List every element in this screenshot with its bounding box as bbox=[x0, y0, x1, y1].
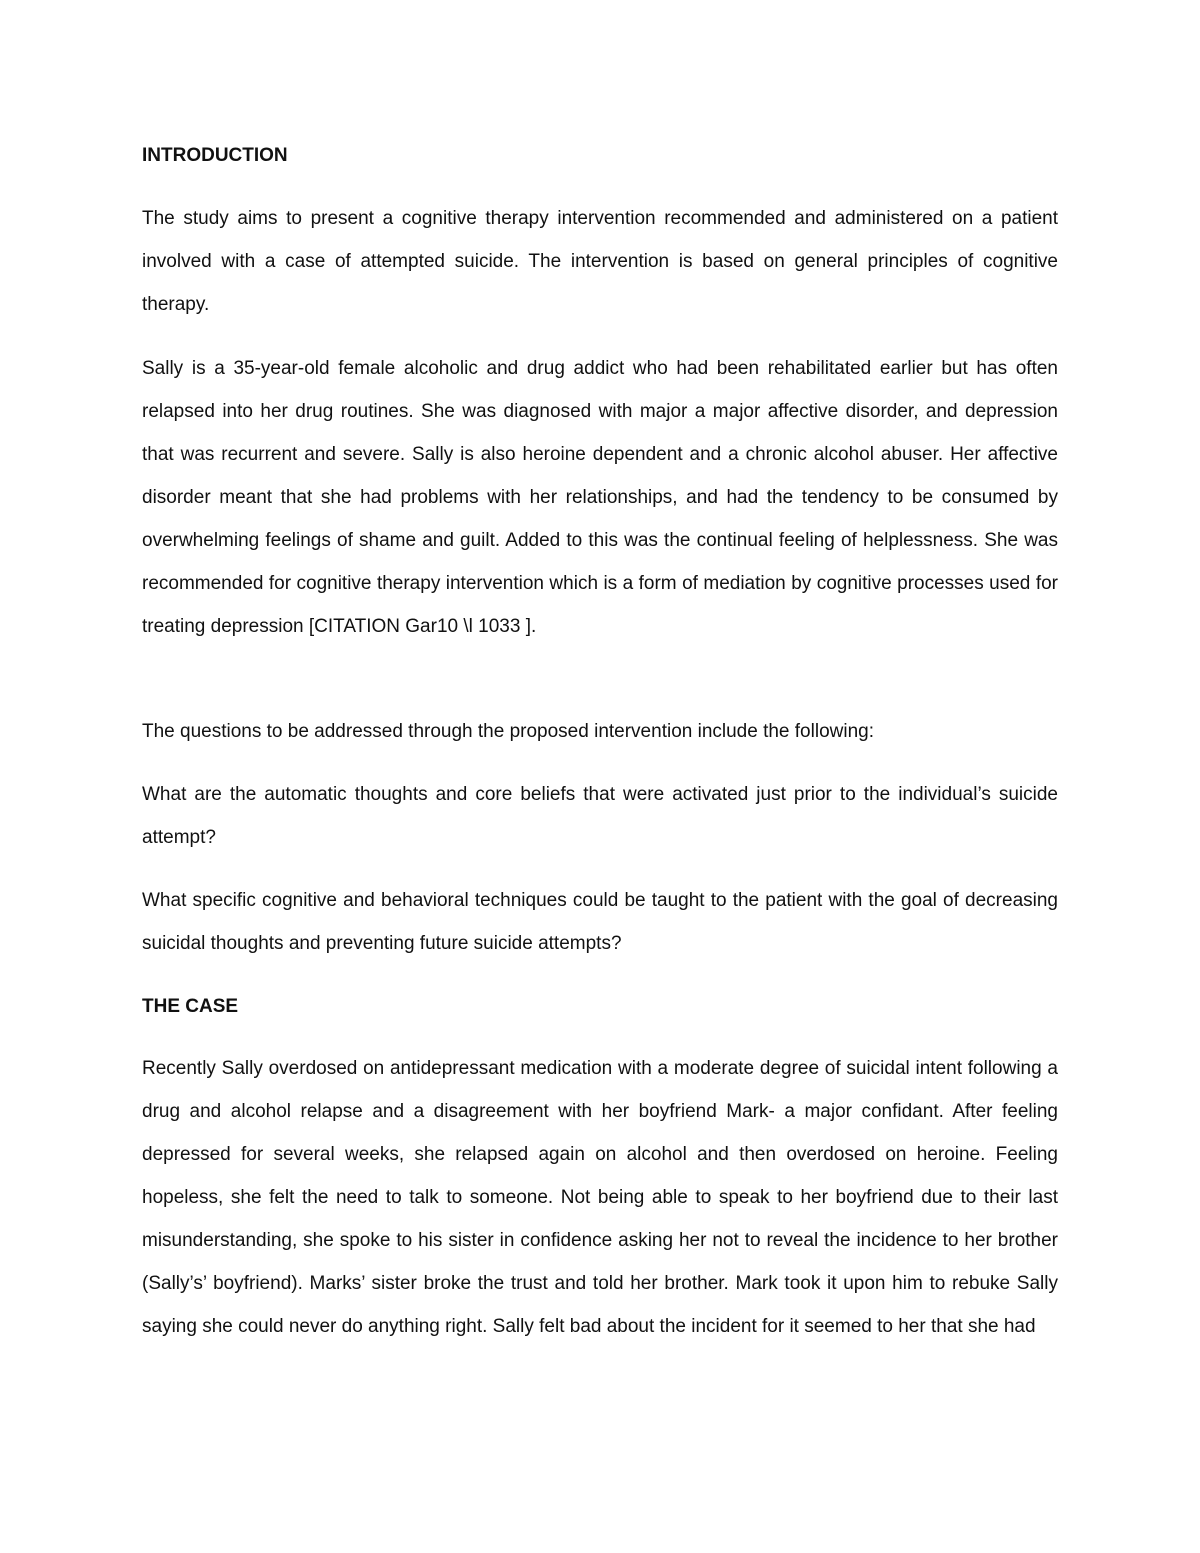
intro-paragraph-2: Sally is a 35-year-old female alcoholic and drug addict who had been rehabilitated earlier but has often relapsed into her drug routines. She was diagnosed with major a major affective disorder, and depression that was recurrent and severe. Sally is also heroine dependent and a chronic alcohol abuser. Her affective disorder meant that she had problems with her relationships, and had the tendency to be consumed by overwhelming feelings of shame and guilt. Added to this was the continual feeling of helplessness. She was recommended for cognitive therapy intervention which is a form of mediation by cognitive processes used for treating depression [CITATION Gar10 \l 1033 ]. bbox=[142, 358, 1058, 637]
intro-paragraph-1: The study aims to present a cognitive therapy intervention recommended and administered on a patient involved with a case of attempted suicide. The intervention is based on general principles of cognitive therapy. bbox=[142, 208, 1058, 315]
questions-intro-paragraph: The questions to be addressed through the proposed intervention include the following: bbox=[142, 721, 874, 742]
heading-the-case: THE CASE bbox=[142, 996, 239, 1017]
question-2-paragraph: What specific cognitive and behavioral techniques could be taught to the patient with the goal of decreasing suicidal thoughts and preventing future suicide attempts? bbox=[142, 890, 1058, 954]
heading-introduction: INTRODUCTION bbox=[142, 145, 288, 166]
question-1-paragraph: What are the automatic thoughts and core beliefs that were activated just prior to the individual’s suicide attempt? bbox=[142, 784, 1058, 848]
case-paragraph: Recently Sally overdosed on antidepressant medication with a moderate degree of suicidal intent following a drug and alcohol relapse and a disagreement with her boyfriend Mark- a major confidant. After feeling depressed for several weeks, she relapsed again on alcohol and then overdosed on heroine. Feeling hopeless, she felt the need to talk to someone. Not being able to speak to her boyfriend due to their last misunderstanding, she spoke to his sister in confidence asking her not to reveal the incidence to her brother (Sally’s’ boyfriend). Marks’ sister broke the trust and told her brother. Mark took it upon him to rebuke Sally saying she could never do anything right. Sally felt bad about the incident for it seemed to her that she had bbox=[142, 1058, 1058, 1337]
